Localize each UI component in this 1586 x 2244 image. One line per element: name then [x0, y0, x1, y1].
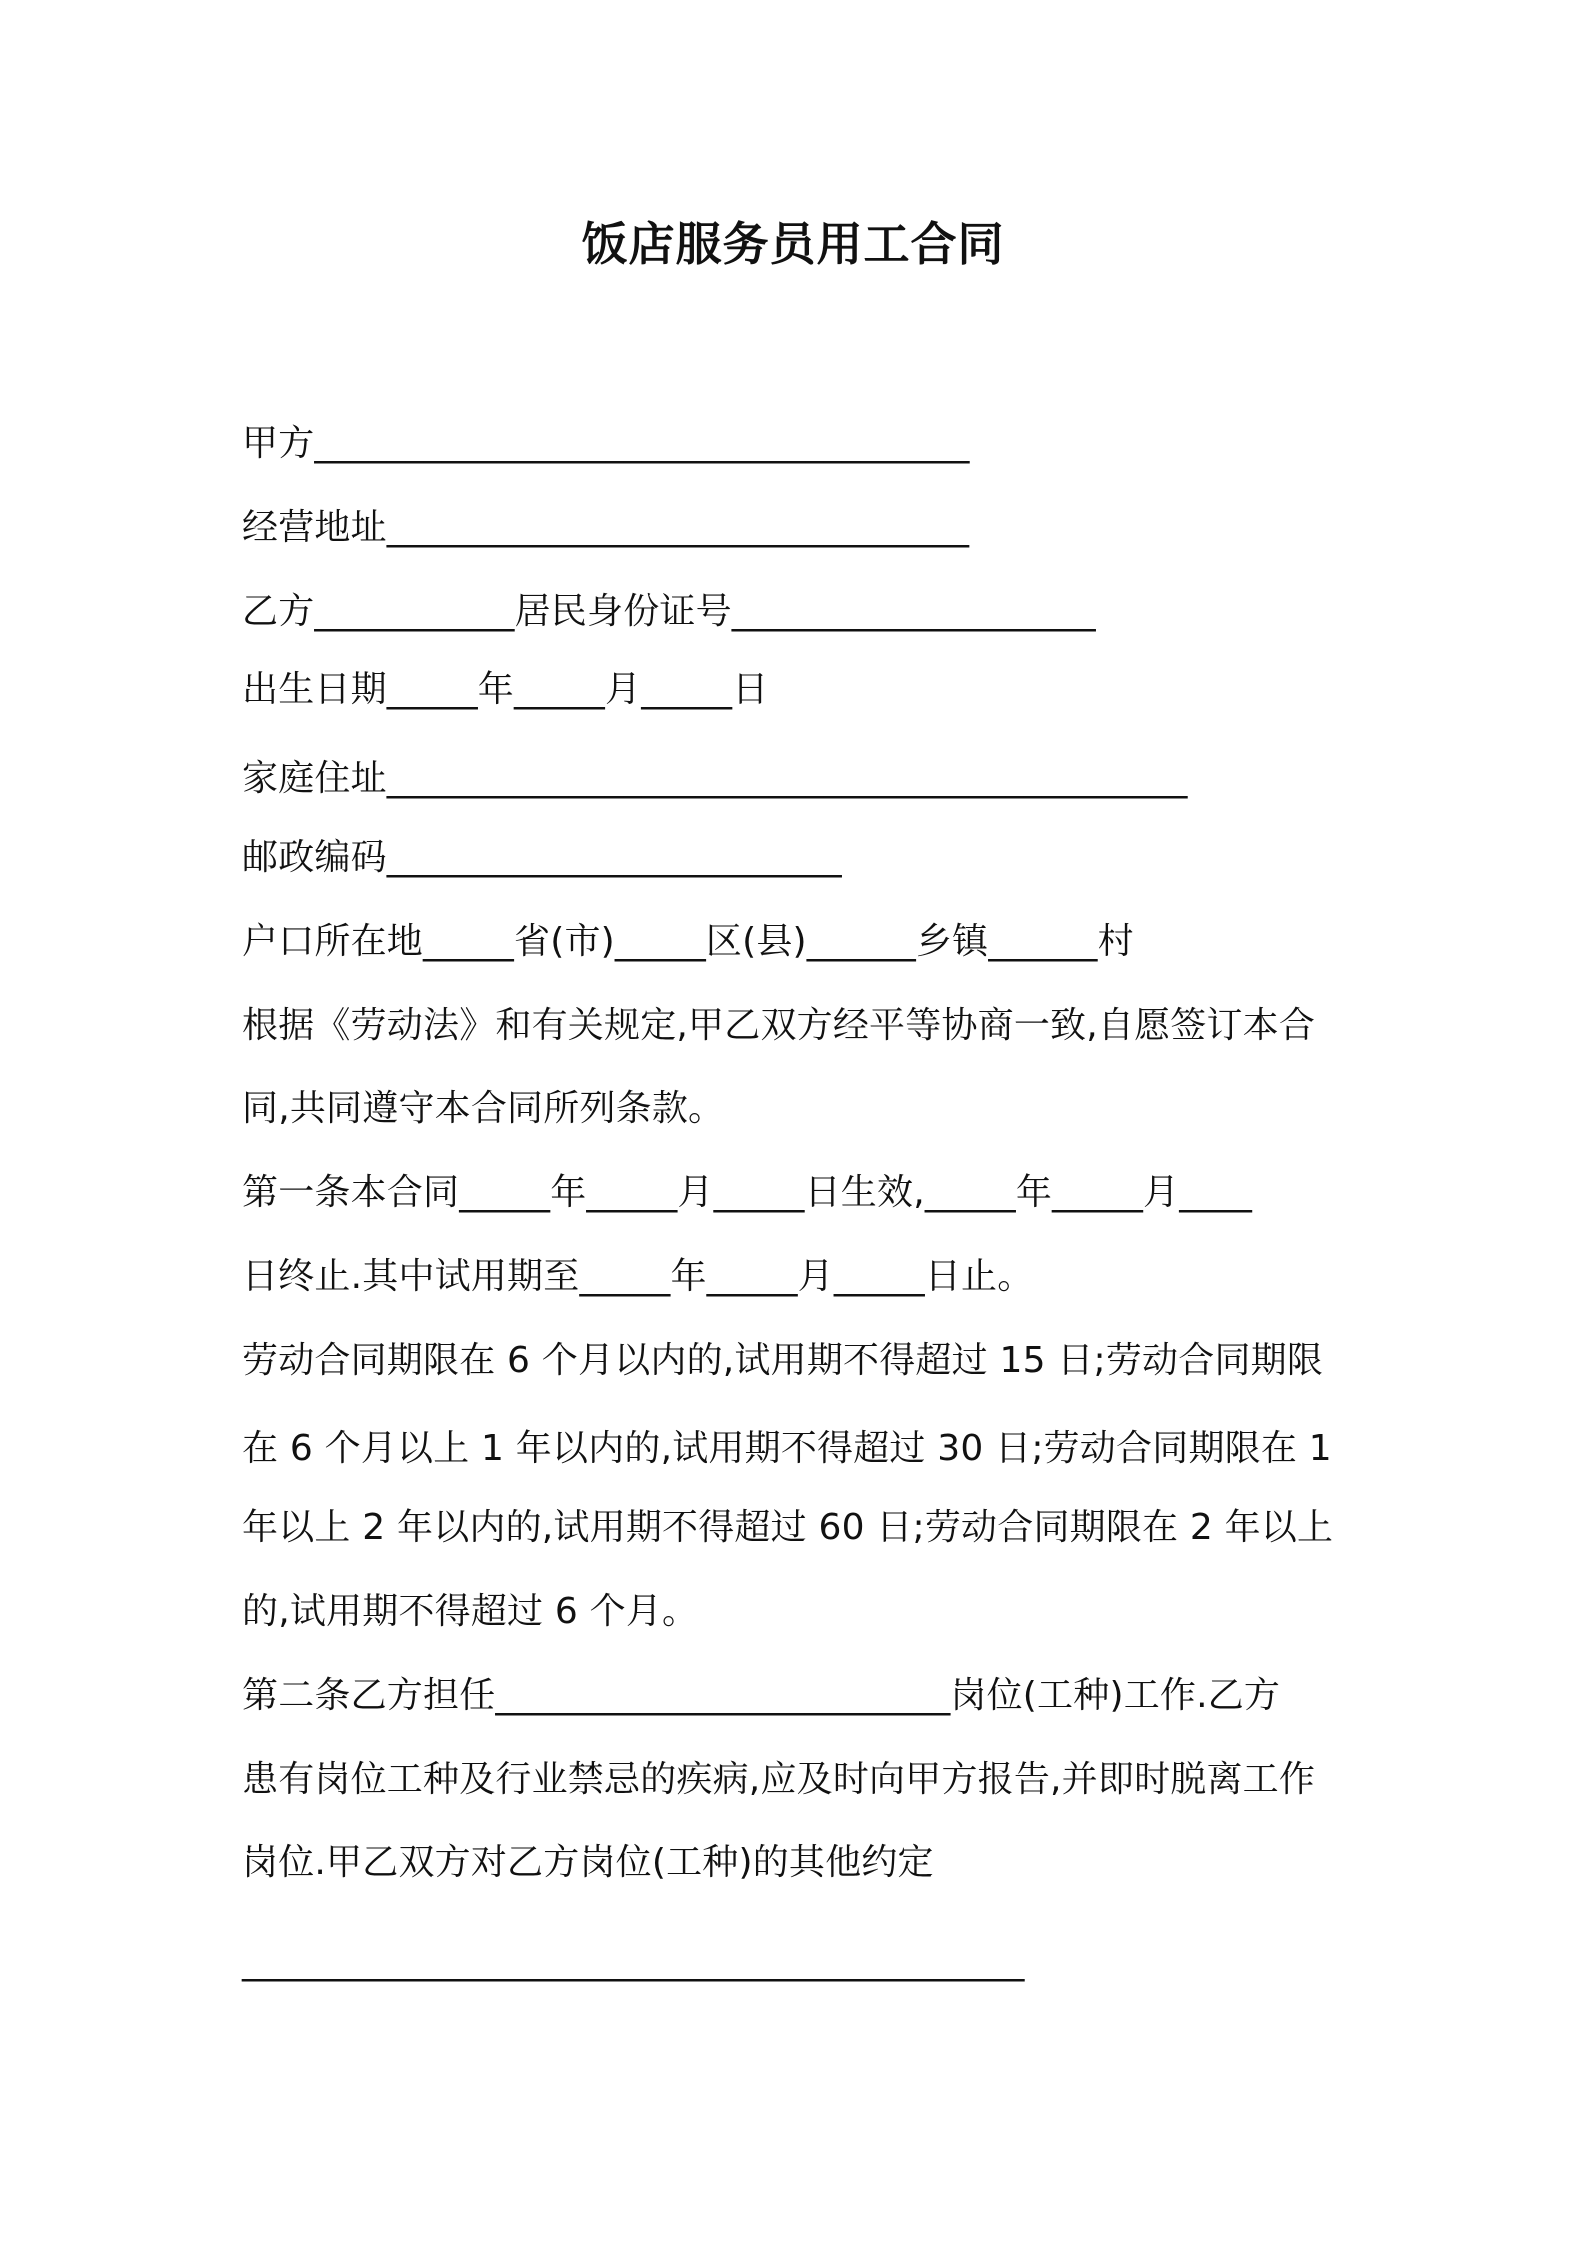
birth-date-line: 出生日期_____年_____月_____日	[242, 669, 769, 710]
home-address-line: 家庭住址____________________________________________	[242, 758, 1188, 799]
article-2-line-1: 第二条乙方担任_________________________岗位(工种)工作.乙方	[242, 1675, 1281, 1716]
party-a-line: 甲方____________________________________	[242, 423, 970, 464]
preamble-line-2: 同,共同遵守本合同所列条款。	[242, 1088, 725, 1129]
party-b-id-line: 乙方___________居民身份证号____________________	[242, 591, 1096, 632]
preamble-line-1: 根据《劳动法》和有关规定,甲乙双方经平等协商一致,自愿签订本合	[242, 1005, 1316, 1046]
business-address-line: 经营地址________________________________	[242, 507, 970, 548]
article-1-line-2: 日终止.其中试用期至_____年_____月_____日止。	[242, 1256, 1034, 1297]
probation-line-4: 的,试用期不得超过 6 个月。	[242, 1591, 699, 1632]
article-2-line-3: 岗位.甲乙双方对乙方岗位(工种)的其他约定	[242, 1842, 934, 1883]
probation-line-2: 在 6 个月以上 1 年以内的,试用期不得超过 30 日;劳动合同期限在 1	[242, 1428, 1332, 1469]
household-register-line: 户口所在地_____省(市)_____区(县)______乡镇______村	[242, 921, 1134, 962]
postal-code-line: 邮政编码_________________________	[242, 837, 842, 878]
article-1-line-1: 第一条本合同_____年_____月_____日生效,_____年_____月____	[242, 1172, 1253, 1213]
article-2-line-2: 患有岗位工种及行业禁忌的疾病,应及时向甲方报告,并即时脱离工作	[242, 1759, 1316, 1800]
other-agreement-blank: ___________________________________________	[242, 1941, 1025, 1982]
document-title: 饭店服务员用工合同	[581, 217, 1005, 271]
probation-line-1: 劳动合同期限在 6 个月以内的,试用期不得超过 15 日;劳动合同期限	[242, 1340, 1324, 1381]
probation-line-3: 年以上 2 年以内的,试用期不得超过 60 日;劳动合同期限在 2 年以上	[242, 1507, 1334, 1548]
